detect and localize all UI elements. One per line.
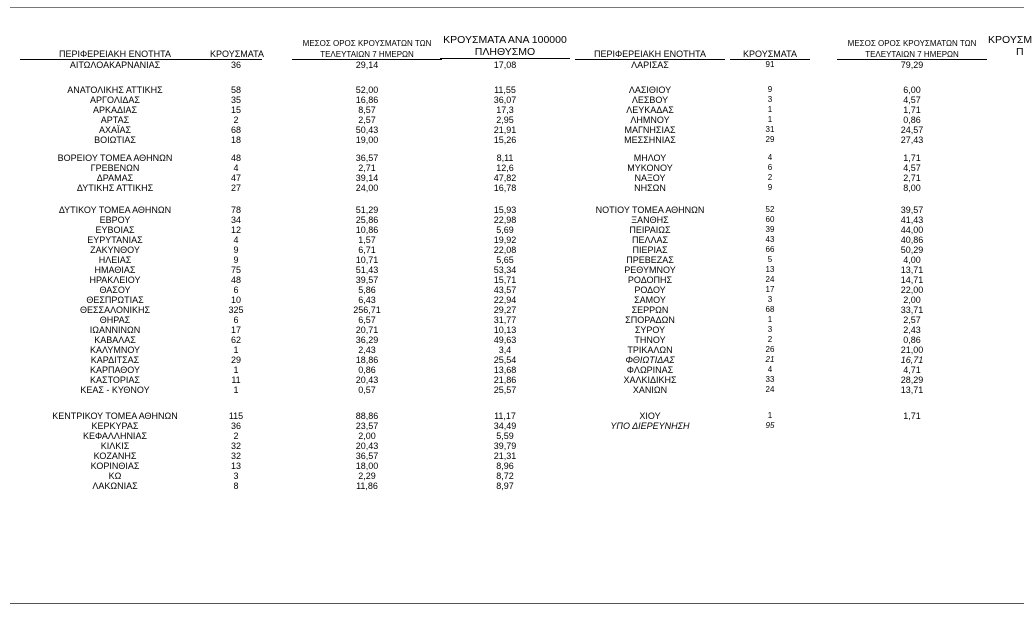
left-cases-cell: 78 (230, 205, 241, 215)
right-row (0, 375, 1024, 385)
right-row (0, 235, 1024, 245)
left-name-cell: ΚΑΡΠΑΘΟΥ (89, 365, 141, 375)
left-cases-cell: 115 (228, 411, 244, 421)
right-cases-cell: 31 (765, 125, 775, 134)
right-avg-cell: 14,71 (900, 275, 924, 285)
left-cases-cell: 32 (230, 441, 241, 451)
right-cases-cell: 21 (765, 355, 775, 364)
left-avg-cell: 36,57 (355, 153, 379, 163)
right-cases-cell: 1 (767, 115, 773, 124)
right-row (0, 85, 1024, 95)
left-per100k-cell: 15,26 (493, 135, 517, 145)
left-per100k-cell: 21,91 (493, 125, 517, 135)
right-avg-cell: 0,86 (903, 335, 921, 345)
left-name-cell: ΘΕΣΠΡΩΤΙΑΣ (86, 295, 144, 305)
left-per100k-cell: 53,34 (493, 265, 517, 275)
left-per100k-cell: 22,98 (493, 215, 517, 225)
right-row (0, 325, 1024, 335)
left-per100k-cell: 21,86 (493, 375, 517, 385)
right-row (0, 255, 1024, 265)
right-avg-cell: 27,43 (900, 135, 924, 145)
left-name-cell: ΚΕΑΣ - ΚΥΘΝΟΥ (80, 385, 150, 395)
left-name-cell: ΚΑΒΑΛΑΣ (94, 335, 136, 345)
right-row (0, 345, 1024, 355)
right-cases-cell: 2 (767, 335, 773, 344)
left-per100k-cell: 11,17 (494, 411, 516, 421)
left-avg-cell: 23,57 (355, 421, 379, 431)
left-per100k-cell: 49,63 (493, 335, 517, 345)
right-name-cell: ΛΑΣΙΘΙΟΥ (628, 85, 672, 95)
right-avg-cell: 1,71 (903, 411, 921, 421)
left-cases-cell: 58 (230, 85, 241, 95)
right-name-cell: ΠΡΕΒΕΖΑΣ (626, 255, 674, 265)
right-name-cell: ΛΗΜΝΟΥ (630, 115, 670, 125)
left-name-cell: ΚΙΛΚΙΣ (100, 441, 130, 451)
right-cases-cell: 9 (767, 85, 773, 94)
right-name-cell: ΝΟΤΙΟΥ ΤΟΜΕΑ ΑΘΗΝΩΝ (595, 205, 705, 215)
left-per100k-cell: 39,79 (493, 441, 517, 451)
left-per100k-cell: 8,11 (496, 153, 514, 163)
left-name-cell: ΗΜΑΘΙΑΣ (94, 265, 136, 275)
right-cases-cell: 24 (765, 275, 775, 284)
right-avg-cell: 21,00 (900, 345, 924, 355)
right-avg-cell: 1,71 (903, 153, 921, 163)
left-per100k-cell: 12,6 (496, 163, 514, 173)
right-cases-cell: 52 (765, 205, 775, 214)
left-cases-cell: 48 (230, 153, 241, 163)
left-avg-cell: 51,29 (355, 205, 379, 215)
left-cases-cell: 8 (233, 481, 239, 491)
right-name-cell: ΝΑΞΟΥ (634, 173, 666, 183)
right-name-cell: ΡΟΔΟΥ (634, 285, 666, 295)
header-per100k-left-2: ΠΛΗΘΥΣΜΟ (440, 46, 570, 59)
right-avg-cell: 13,71 (900, 265, 924, 275)
left-name-cell: ΗΡΑΚΛΕΙΟΥ (89, 275, 141, 285)
left-avg-cell: 0,57 (358, 385, 376, 395)
right-row (0, 285, 1024, 295)
right-cases-cell: 29 (765, 135, 775, 144)
right-cases-cell: 43 (765, 235, 775, 244)
left-name-cell: ΑΡΓΟΛΙΔΑΣ (90, 95, 140, 105)
header-avg-left-1: ΜΕΣΟΣ ΟΡΟΣ ΚΡΟΥΣΜΑΤΩΝ ΤΩΝ (302, 39, 432, 48)
right-name-cell: ΛΕΥΚΑΔΑΣ (626, 105, 674, 115)
left-avg-cell: 18,86 (355, 355, 379, 365)
left-per100k-cell: 10,13 (493, 325, 517, 335)
left-avg-cell: 6,43 (358, 295, 376, 305)
left-avg-cell: 18,00 (355, 461, 379, 471)
left-per100k-cell: 5,69 (496, 225, 514, 235)
header-cases-right: ΚΡΟΥΣΜΑΤΑ (730, 49, 810, 60)
right-name-cell: ΥΠΟ ΔΙΕΡΕΥΝΗΣΗ (610, 421, 690, 431)
right-cases-cell: 26 (765, 345, 775, 354)
bottom-rule (10, 603, 1024, 604)
right-row (0, 135, 1024, 145)
left-per100k-cell: 31,77 (493, 315, 517, 325)
header-avg-left-2: ΤΕΛΕΥΤΑΙΩΝ 7 ΗΜΕΡΩΝ (292, 50, 442, 60)
right-name-cell: ΜΥΚΟΝΟΥ (627, 163, 673, 173)
right-avg-cell: 40,86 (900, 235, 924, 245)
left-avg-cell: 10,86 (355, 225, 379, 235)
left-avg-cell: 19,00 (355, 135, 379, 145)
left-cases-cell: 11 (231, 375, 241, 385)
left-avg-cell: 24,00 (355, 183, 379, 193)
left-name-cell: ΕΥΒΟΙΑΣ (95, 225, 135, 235)
left-per100k-cell: 3,4 (498, 345, 512, 355)
right-avg-cell: 33,71 (900, 305, 924, 315)
right-avg-cell: 28,29 (900, 375, 924, 385)
left-name-cell: ΗΛΕΙΑΣ (98, 255, 132, 265)
left-avg-cell: 29,14 (355, 60, 379, 70)
right-name-cell: ΧΑΝΙΩΝ (632, 385, 668, 395)
top-rule (10, 7, 1024, 8)
right-avg-cell: 0,86 (903, 115, 921, 125)
right-name-cell: ΤΡΙΚΑΛΩΝ (627, 345, 673, 355)
right-name-cell: ΣΥΡΟΥ (634, 325, 666, 335)
left-name-cell: ΓΡΕΒΕΝΩΝ (90, 163, 140, 173)
left-per100k-cell: 22,94 (493, 295, 517, 305)
left-cases-cell: 27 (230, 183, 241, 193)
left-avg-cell: 16,86 (355, 95, 379, 105)
left-cases-cell: 6 (233, 285, 239, 295)
left-cases-cell: 4 (233, 235, 239, 245)
right-avg-cell: 2,57 (903, 315, 921, 325)
right-row (0, 60, 1024, 70)
right-name-cell: ΛΕΣΒΟΥ (631, 95, 669, 105)
left-per100k-cell: 19,92 (493, 235, 517, 245)
left-name-cell: ΑΧΑΪΑΣ (98, 125, 132, 135)
left-cases-cell: 17 (230, 325, 241, 335)
left-avg-cell: 20,71 (355, 325, 379, 335)
right-row (0, 205, 1024, 215)
left-avg-cell: 2,71 (358, 163, 376, 173)
left-name-cell: ΕΒΡΟΥ (99, 215, 131, 225)
left-name-cell: ΙΩΑΝΝΙΝΩΝ (89, 325, 141, 335)
left-per100k-cell: 5,65 (496, 255, 514, 265)
right-cases-cell: 17 (765, 285, 775, 294)
left-cases-cell: 47 (230, 173, 241, 183)
left-name-cell: ΑΡΤΑΣ (100, 115, 130, 125)
left-cases-cell: 2 (233, 431, 239, 441)
right-cases-cell: 3 (767, 325, 773, 334)
right-row (0, 335, 1024, 345)
left-avg-cell: 256,71 (353, 305, 381, 315)
header-cases-left: ΚΡΟΥΣΜΑΤΑ (210, 49, 264, 59)
left-cases-cell: 48 (230, 275, 241, 285)
right-name-cell: ΝΗΣΩΝ (634, 183, 666, 193)
right-row (0, 183, 1024, 193)
left-avg-cell: 88,86 (355, 411, 379, 421)
left-per100k-cell: 16,78 (493, 183, 517, 193)
right-avg-cell: 8,00 (903, 183, 921, 193)
left-avg-cell: 6,57 (358, 315, 376, 325)
left-avg-cell: 11,86 (356, 481, 378, 491)
left-row (0, 451, 1024, 461)
right-avg-cell: 41,43 (900, 215, 924, 225)
right-row (0, 295, 1024, 305)
right-cases-cell: 1 (767, 315, 773, 324)
left-per100k-cell: 8,97 (496, 481, 514, 491)
left-name-cell: ΚΑΣΤΟΡΙΑΣ (90, 375, 140, 385)
left-cases-cell: 12 (230, 225, 241, 235)
left-name-cell: ΖΑΚΥΝΘΟΥ (90, 245, 140, 255)
left-per100k-cell: 29,27 (493, 305, 517, 315)
left-name-cell: ΑΡΚΑΔΙΑΣ (92, 105, 138, 115)
left-avg-cell: 2,43 (358, 345, 376, 355)
left-cases-cell: 62 (230, 335, 241, 345)
left-cases-cell: 29 (230, 355, 241, 365)
right-cases-cell: 3 (767, 95, 773, 104)
right-cases-cell: 1 (767, 105, 773, 114)
left-name-cell: ΕΥΡΥΤΑΝΙΑΣ (87, 235, 143, 245)
left-per100k-cell: 2,95 (496, 115, 514, 125)
left-cases-cell: 15 (230, 105, 241, 115)
right-avg-cell: 4,00 (903, 255, 921, 265)
right-cases-cell: 1 (767, 411, 773, 420)
right-avg-cell: 6,00 (903, 85, 921, 95)
right-name-cell: ΤΗΝΟΥ (634, 335, 666, 345)
header-per100k-right-partial-2: Π (1016, 46, 1024, 58)
right-row (0, 385, 1024, 395)
right-avg-cell: 2,71 (903, 173, 921, 183)
right-avg-cell: 4,71 (903, 365, 921, 375)
right-row (0, 305, 1024, 315)
right-row (0, 105, 1024, 115)
left-row (0, 441, 1024, 451)
header-region-left: ΠΕΡΙΦΕΡΕΙΑΚΗ ΕΝΟΤΗΤΑ (20, 49, 210, 60)
right-row (0, 163, 1024, 173)
right-name-cell: ΠΕΛΛΑΣ (631, 235, 669, 245)
right-row (0, 115, 1024, 125)
left-avg-cell: 0,86 (358, 365, 376, 375)
left-avg-cell: 1,57 (358, 235, 376, 245)
right-name-cell: ΣΕΡΡΩΝ (631, 305, 669, 315)
right-name-cell: ΦΘΙΩΤΙΔΑΣ (625, 355, 675, 365)
left-name-cell: ΔΥΤΙΚΟΥ ΤΟΜΕΑ ΑΘΗΝΩΝ (58, 205, 172, 215)
right-avg-cell: 16,71 (900, 355, 924, 365)
right-name-cell: ΞΑΝΘΗΣ (631, 215, 669, 225)
right-name-cell: ΡΕΘΥΜΝΟΥ (624, 265, 676, 275)
left-name-cell: ΔΥΤΙΚΗΣ ΑΤΤΙΚΗΣ (76, 183, 154, 193)
left-cases-cell: 3 (233, 471, 239, 481)
right-cases-cell: 60 (765, 215, 775, 224)
right-cases-cell: 3 (767, 295, 773, 304)
left-avg-cell: 20,43 (355, 375, 379, 385)
right-row (0, 245, 1024, 255)
right-name-cell: ΜΗΛΟΥ (633, 153, 667, 163)
right-row (0, 153, 1024, 163)
left-name-cell: ΚΕΡΚΥΡΑΣ (91, 421, 139, 431)
left-per100k-cell: 8,72 (496, 471, 514, 481)
left-name-cell: ΑΝΑΤΟΛΙΚΗΣ ΑΤΤΙΚΗΣ (67, 85, 163, 95)
right-avg-cell: 22,00 (900, 285, 924, 295)
left-per100k-cell: 15,93 (493, 205, 517, 215)
right-cases-cell: 66 (765, 245, 775, 254)
right-name-cell: ΠΙΕΡΙΑΣ (632, 245, 668, 255)
left-per100k-cell: 47,82 (493, 173, 517, 183)
left-avg-cell: 39,14 (355, 173, 379, 183)
header-avg-right-2: ΤΕΛΕΥΤΑΙΩΝ 7 ΗΜΕΡΩΝ (837, 50, 987, 60)
left-per100k-cell: 13,68 (493, 365, 517, 375)
right-avg-cell: 1,71 (903, 105, 921, 115)
left-per100k-cell: 8,96 (496, 461, 514, 471)
left-avg-cell: 52,00 (355, 85, 379, 95)
left-per100k-cell: 25,57 (493, 385, 517, 395)
left-avg-cell: 36,57 (355, 451, 379, 461)
left-cases-cell: 325 (228, 305, 244, 315)
left-avg-cell: 50,43 (355, 125, 379, 135)
right-cases-cell: 6 (767, 163, 773, 172)
left-name-cell: ΑΙΤΩΛΟΑΚΑΡΝΑΝΙΑΣ (69, 60, 161, 70)
right-name-cell: ΜΕΣΣΗΝΙΑΣ (624, 135, 676, 145)
right-cases-cell: 68 (765, 305, 775, 314)
left-per100k-cell: 36,07 (493, 95, 517, 105)
left-row (0, 481, 1024, 491)
left-cases-cell: 9 (233, 255, 239, 265)
left-per100k-cell: 5,59 (496, 431, 514, 441)
left-per100k-cell: 21,31 (493, 451, 517, 461)
left-cases-cell: 13 (230, 461, 241, 471)
left-name-cell: ΚΕΦΑΛΛΗΝΙΑΣ (82, 431, 148, 441)
right-row (0, 365, 1024, 375)
right-name-cell: ΠΕΙΡΑΙΩΣ (629, 225, 671, 235)
left-avg-cell: 39,57 (355, 275, 379, 285)
left-name-cell: ΚΑΡΔΙΤΣΑΣ (90, 355, 140, 365)
left-per100k-cell: 15,71 (493, 275, 517, 285)
header-avg-right-1: ΜΕΣΟΣ ΟΡΟΣ ΚΡΟΥΣΜΑΤΩΝ ΤΩΝ (847, 39, 977, 48)
right-cases-cell: 5 (767, 255, 773, 264)
right-name-cell: ΡΟΔΟΠΗΣ (627, 275, 673, 285)
right-row (0, 215, 1024, 225)
right-cases-cell: 95 (765, 421, 775, 430)
right-cases-cell: 13 (765, 265, 775, 274)
left-per100k-cell: 17,08 (493, 60, 517, 70)
right-name-cell: ΜΑΓΝΗΣΙΑΣ (624, 125, 676, 135)
left-avg-cell: 20,43 (355, 441, 379, 451)
left-cases-cell: 10 (230, 295, 241, 305)
right-name-cell: ΧΑΛΚΙΔΙΚΗΣ (623, 375, 677, 385)
left-name-cell: ΘΕΣΣΑΛΟΝΙΚΗΣ (79, 305, 151, 315)
left-name-cell: ΚΑΛΥΜΝΟΥ (89, 345, 141, 355)
left-cases-cell: 36 (230, 421, 241, 431)
left-per100k-cell: 34,49 (493, 421, 517, 431)
right-name-cell: ΣΑΜΟΥ (634, 295, 666, 305)
right-avg-cell: 79,29 (900, 60, 924, 70)
left-row (0, 431, 1024, 441)
left-row (0, 471, 1024, 481)
left-name-cell: ΚΩ (108, 471, 122, 481)
right-cases-cell: 4 (767, 365, 773, 374)
header-per100k-right-partial: ΚΡΟΥΣΜ (988, 34, 1032, 46)
left-cases-cell: 4 (233, 163, 239, 173)
right-row (0, 315, 1024, 325)
left-name-cell: ΘΗΡΑΣ (99, 315, 131, 325)
left-cases-cell: 2 (233, 115, 239, 125)
left-avg-cell: 25,86 (355, 215, 379, 225)
left-cases-cell: 1 (233, 345, 239, 355)
left-cases-cell: 9 (233, 245, 239, 255)
header-per100k-left-1: ΚΡΟΥΣΜΑΤΑ ΑΝΑ 100000 (443, 34, 567, 46)
left-per100k-cell: 43,57 (493, 285, 517, 295)
left-per100k-cell: 25,54 (493, 355, 517, 365)
header-region-right: ΠΕΡΙΦΕΡΕΙΑΚΗ ΕΝΟΤΗΤΑ (575, 49, 725, 60)
right-cases-cell: 24 (765, 385, 775, 394)
right-row (0, 265, 1024, 275)
left-avg-cell: 2,00 (358, 431, 376, 441)
left-avg-cell: 10,71 (355, 255, 379, 265)
right-row (0, 355, 1024, 365)
left-cases-cell: 6 (233, 315, 239, 325)
right-row (0, 275, 1024, 285)
left-per100k-cell: 17,3 (496, 105, 514, 115)
right-avg-cell: 50,29 (900, 245, 924, 255)
right-avg-cell: 2,00 (903, 295, 921, 305)
left-avg-cell: 2,29 (358, 471, 376, 481)
right-name-cell: ΛΑΡΙΣΑΣ (631, 60, 669, 70)
right-avg-cell: 13,71 (900, 385, 924, 395)
left-avg-cell: 51,43 (355, 265, 379, 275)
left-avg-cell: 8,57 (358, 105, 376, 115)
left-cases-cell: 35 (230, 95, 241, 105)
left-cases-cell: 34 (230, 215, 241, 225)
right-cases-cell: 2 (767, 173, 773, 182)
right-avg-cell: 4,57 (903, 95, 921, 105)
left-avg-cell: 2,57 (358, 115, 376, 125)
right-row (0, 95, 1024, 105)
left-cases-cell: 1 (233, 365, 239, 375)
right-cases-cell: 33 (765, 375, 775, 384)
right-name-cell: ΧΙΟΥ (639, 411, 661, 421)
right-name-cell: ΦΛΩΡΙΝΑΣ (626, 365, 674, 375)
left-name-cell: ΛΑΚΩΝΙΑΣ (92, 481, 138, 491)
left-cases-cell: 68 (230, 125, 241, 135)
left-per100k-cell: 11,55 (494, 85, 516, 95)
right-cases-cell: 91 (765, 60, 775, 69)
left-per100k-cell: 22,08 (493, 245, 517, 255)
right-name-cell: ΣΠΟΡΑΔΩΝ (625, 315, 675, 325)
right-cases-cell: 39 (765, 225, 775, 234)
right-row (0, 125, 1024, 135)
right-avg-cell: 2,43 (903, 325, 921, 335)
left-cases-cell: 32 (230, 451, 241, 461)
left-name-cell: ΒΟΙΩΤΙΑΣ (94, 135, 136, 145)
left-cases-cell: 36 (230, 60, 241, 70)
left-cases-cell: 18 (230, 135, 241, 145)
left-avg-cell: 6,71 (358, 245, 376, 255)
right-row (0, 225, 1024, 235)
right-avg-cell: 39,57 (900, 205, 924, 215)
left-name-cell: ΔΡΑΜΑΣ (96, 173, 134, 183)
left-name-cell: ΚΟΖΑΝΗΣ (93, 451, 137, 461)
left-name-cell: ΘΑΣΟΥ (99, 285, 131, 295)
right-row (0, 173, 1024, 183)
right-avg-cell: 4,57 (903, 163, 921, 173)
right-cases-cell: 9 (767, 183, 773, 192)
left-avg-cell: 36,29 (355, 335, 379, 345)
right-avg-cell: 44,00 (900, 225, 924, 235)
left-cases-cell: 75 (230, 265, 241, 275)
right-cases-cell: 4 (767, 153, 773, 162)
left-row (0, 461, 1024, 471)
right-avg-cell: 24,57 (900, 125, 924, 135)
right-row (0, 421, 1024, 431)
left-name-cell: ΚΟΡΙΝΘΙΑΣ (90, 461, 140, 471)
left-name-cell: ΒΟΡΕΙΟΥ ΤΟΜΕΑ ΑΘΗΝΩΝ (57, 153, 173, 163)
left-avg-cell: 5,86 (358, 285, 376, 295)
right-row (0, 411, 1024, 421)
left-name-cell: ΚΕΝΤΡΙΚΟΥ ΤΟΜΕΑ ΑΘΗΝΩΝ (52, 411, 178, 421)
left-cases-cell: 1 (233, 385, 239, 395)
